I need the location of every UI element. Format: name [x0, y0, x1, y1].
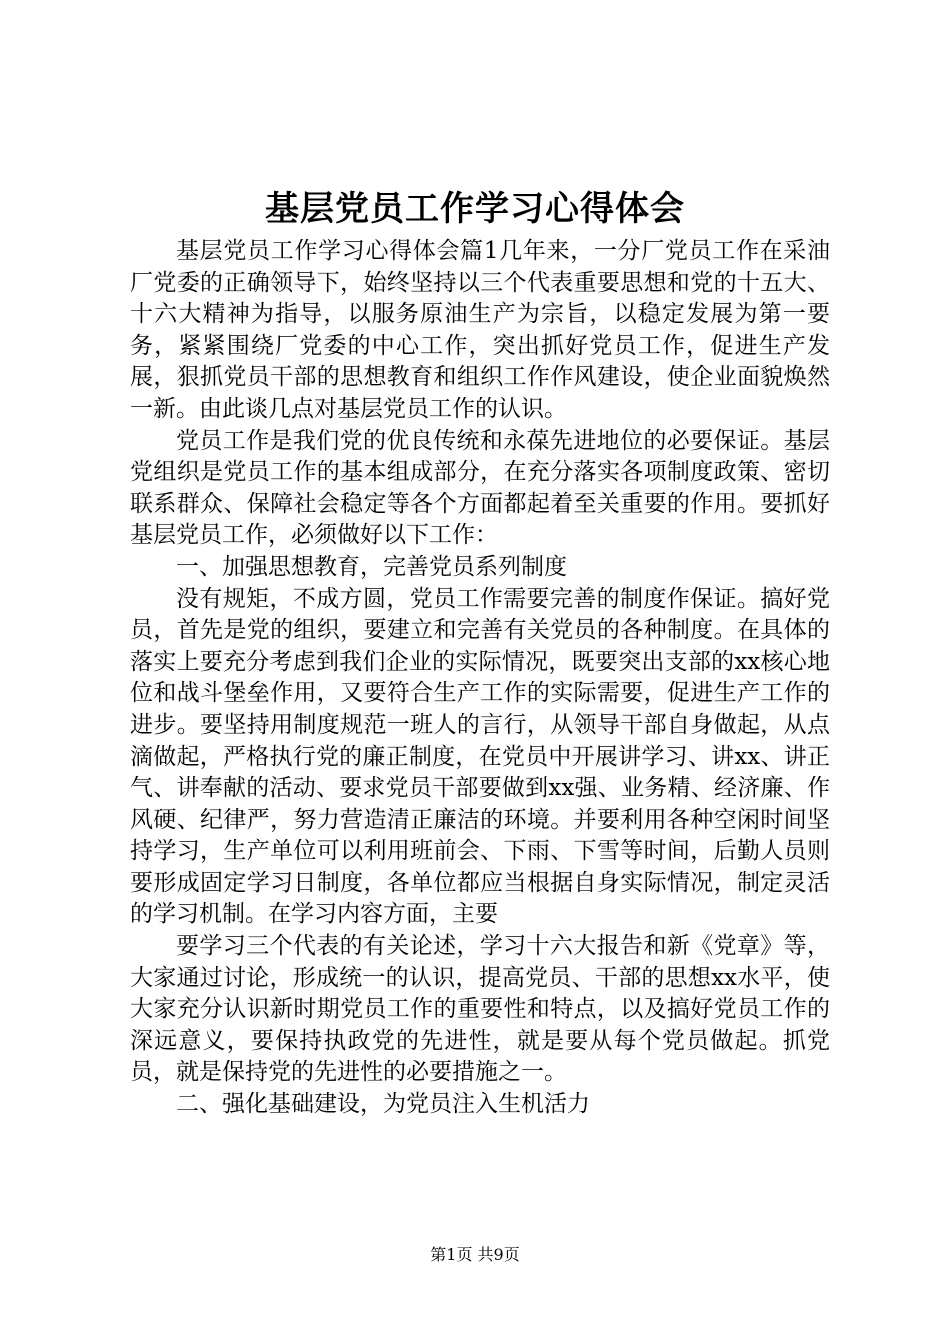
section-heading-1: 一、加强思想教育，完善党员系列制度: [176, 553, 567, 580]
page-footer: 第1页 共9页: [430, 1245, 520, 1264]
paragraph-rules: 没有规矩，不成方圆，党员工作需要完善的制度作保证。搞好党员，首先是党的组织，要建立和完善有关党员的各种制度。在具体的落实上要充分考虑到我们企业的实际情况，既要突出支部的xx核心地位和战斗堡垒作用，又要符合生产工作的实际需要，促进生产工作的进步。要坚持用制度规范一班人的言行，从领导干部自身做起，从点滴做起，严格执行党的廉正制度，在党员中开展讲学习、讲xx、讲正气、讲奉献的活动、要求党员干部要做到xx强、业务精、经济廉、作风硬、纪律严，努力营造清正廉洁的环境。并要利用各种空闲时间坚持学习，生产单位可以利用班前会、下雨、下雪等时间，后勤人员则要形成固定学习日制度，各单位都应当根据自身实际情况，制定灵活的学习机制。在学习内容方面，主要: [130, 585, 830, 928]
document-body: [130, 236, 830, 1121]
section-heading-2: 二、强化基础建设，为党员注入生机活力: [176, 1091, 590, 1118]
document-title: 基层党员工作学习心得体会: [265, 189, 685, 229]
paragraph-importance: 党员工作是我们党的优良传统和永葆先进地位的必要保证。基层党组织是党员工作的基本组成部分，在充分落实各项制度政策、密切联系群众、保障社会稳定等各个方面都起着至关重要的作用。要抓好基层党员工作，必须做好以下工作：: [130, 427, 830, 549]
paragraph-intro: 基层党员工作学习心得体会篇1几年来，一分厂党员工作在采油厂党委的正确领导下，始终坚持以三个代表重要思想和党的十五大、十六大精神为指导，以服务原油生产为宗旨，以稳定发展为第一要务，紧紧围绕厂党委的中心工作，突出抓好党员工作，促进生产发展，狠抓党员干部的思想教育和组织工作作风建设，使企业面貌焕然一新。由此谈几点对基层党员工作的认识。: [130, 238, 830, 422]
paragraph-study: 要学习三个代表的有关论述，学习十六大报告和新《党章》等，大家通过讨论，形成统一的认识，提高党员、干部的思想xx水平，使大家充分认识新时期党员工作的重要性和特点，以及搞好党员工作的深远意义，要保持执政党的先进性，就是要从每个党员做起。抓党员，就是保持党的先进性的必要措施之一。: [130, 933, 830, 1086]
